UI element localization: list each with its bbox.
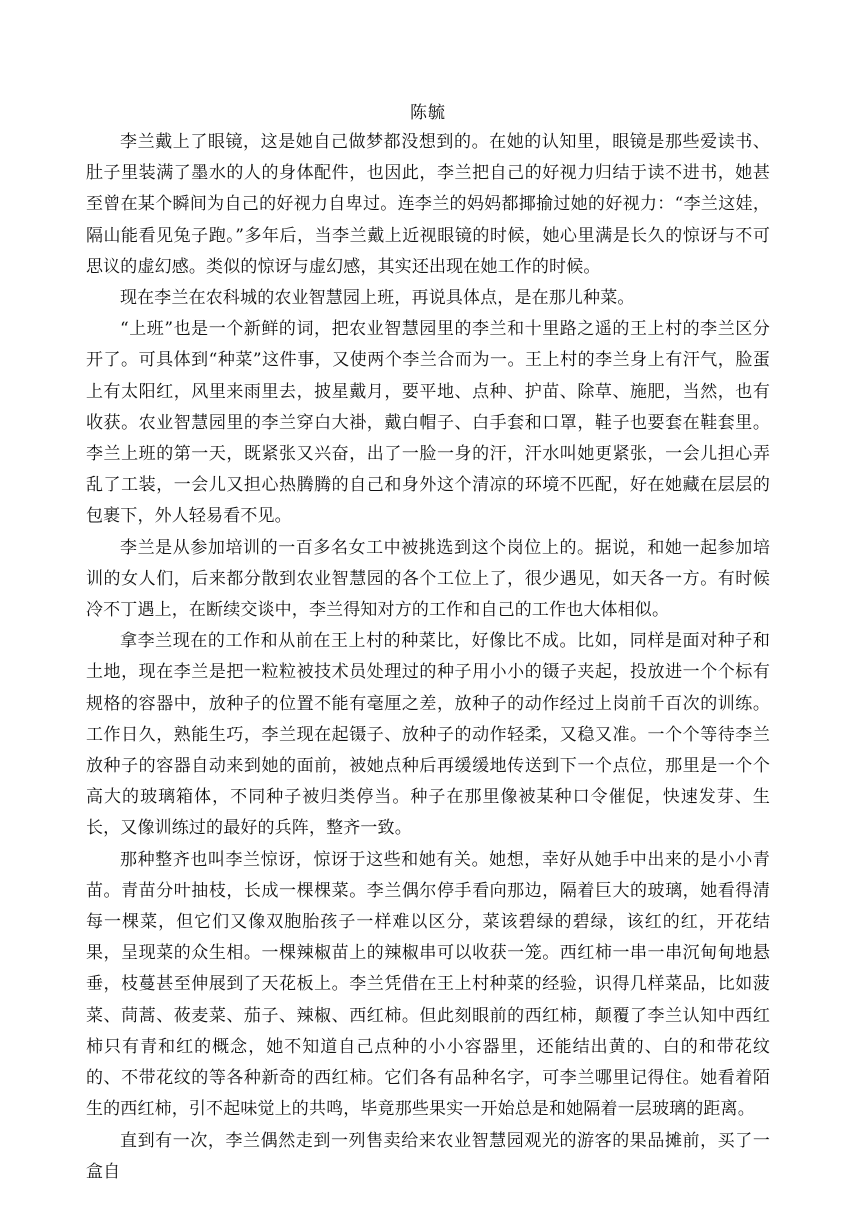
paragraph-7: 直到有一次，李兰偶然走到一列售卖给来农业智慧园观光的游客的果品摊前，买了一盒自 [86, 1130, 770, 1182]
paragraph-2: 现在李兰在农科城的农业智慧园上班，再说具体点，是在那儿种菜。 [120, 288, 635, 309]
paragraph-6: 那种整齐也叫李兰惊讶，惊讶于这些和她有关。她想，幸好从她手中出来的是小小青苗。青苗分叶抽枝，长成一棵棵菜。李兰偶尔停手看向那边，隔着巨大的玻璃，她看得清每一棵菜，但它们又像双胞胎孩子一样难以区分，菜该碧绿的碧绿，该红的红，开花结果，呈现菜的众生相。一棵辣椒苗上的辣椒串可以收获一笼。西红柿一串一串沉甸甸地悬垂，枝蔓甚至伸展到了天花板上。李兰凭借在王上村种菜的经验，识得几样菜品，比如菠菜、茼蒿、莜麦菜、茄子、辣椒、西红柿。但此刻眼前的西红柿，颠覆了李兰认知中西红柿只有青和红的概念，她不知道自己点种的小小容器里，还能结出黄的、白的和带花纹的、不带花纹的等各种新奇的西红柿。它们各有品种名字，可李兰哪里记得住。她看着陌生的西红柿，引不起味觉上的共鸣，毕竟那些果实一开始总是和她隔着一层玻璃的距离。 [86, 849, 770, 1120]
author-name: 陈毓 [410, 103, 446, 123]
paragraph-4: 李兰是从参加培训的一百多名女工中被挑选到这个岗位上的。据说，和她一起参加培训的女人们，后来都分散到农业智慧园的各个工位上了，很少遇见，如天各一方。有时候冷不丁遇上，在断续交谈中，李兰得知对方的工作和自己的工作也大体相似。 [86, 537, 770, 621]
paragraph-5: 拿李兰现在的工作和从前在王上村的种菜比，好像比不成。比如，同样是面对种子和土地，现在李兰是把一粒粒被技术员处理过的种子用小小的镊子夹起，投放进一个个标有规格的容器中，放种子的位置不能有毫厘之差，放种子的动作经过上岗前千百次的训练。工作日久，熟能生巧，李兰现在起镊子、放种子的动作轻柔，又稳又准。一个个等待李兰放种子的容器自动来到她的面前，被她点种后再缓缓地传送到下一个点位，那里是一个个高大的玻璃箱体，不同种子被归类停当。种子在那里像被某种口令催促，快速发芽、生长，又像训练过的最好的兵阵，整齐一致。 [86, 631, 770, 839]
document-page [86, 99, 770, 1188]
paragraph-3: “上班”也是一个新鲜的词，把农业智慧园里的李兰和十里路之遥的王上村的李兰区分开了。可具体到“种菜”这件事，又使两个李兰合而为一。王上村的李兰身上有汗气，脸蛋上有太阳红，风里来雨里去，披星戴月，要平地、点种、护苗、除草、施肥，当然，也有收获。农业智慧园里的李兰穿白大褂，戴白帽子、白手套和口罩，鞋子也要套在鞋套里。李兰上班的第一天，既紧张又兴奋，出了一脸一身的汗，汗水叫她更紧张，一会儿担心弄乱了工装，一会儿又担心热腾腾的自己和身外这个清凉的环境不匹配，好在她藏在层层的包裹下，外人轻易看不见。 [86, 319, 770, 527]
paragraph-1: 李兰戴上了眼镜，这是她自己做梦都没想到的。在她的认知里，眼镜是那些爱读书、肚子里装满了墨水的人的身体配件，也因此，李兰把自己的好视力归结于读不进书，她甚至曾在某个瞬间为自己的好视力自卑过。连李兰的妈妈都揶揄过她的好视力：“李兰这娃，隔山能看见兔子跑。”多年后，当李兰戴上近视眼镜的时候，她心里满是长久的惊讶与不可思议的虚幻感。类似的惊讶与虚幻感，其实还出现在她工作的时候。 [86, 132, 770, 277]
